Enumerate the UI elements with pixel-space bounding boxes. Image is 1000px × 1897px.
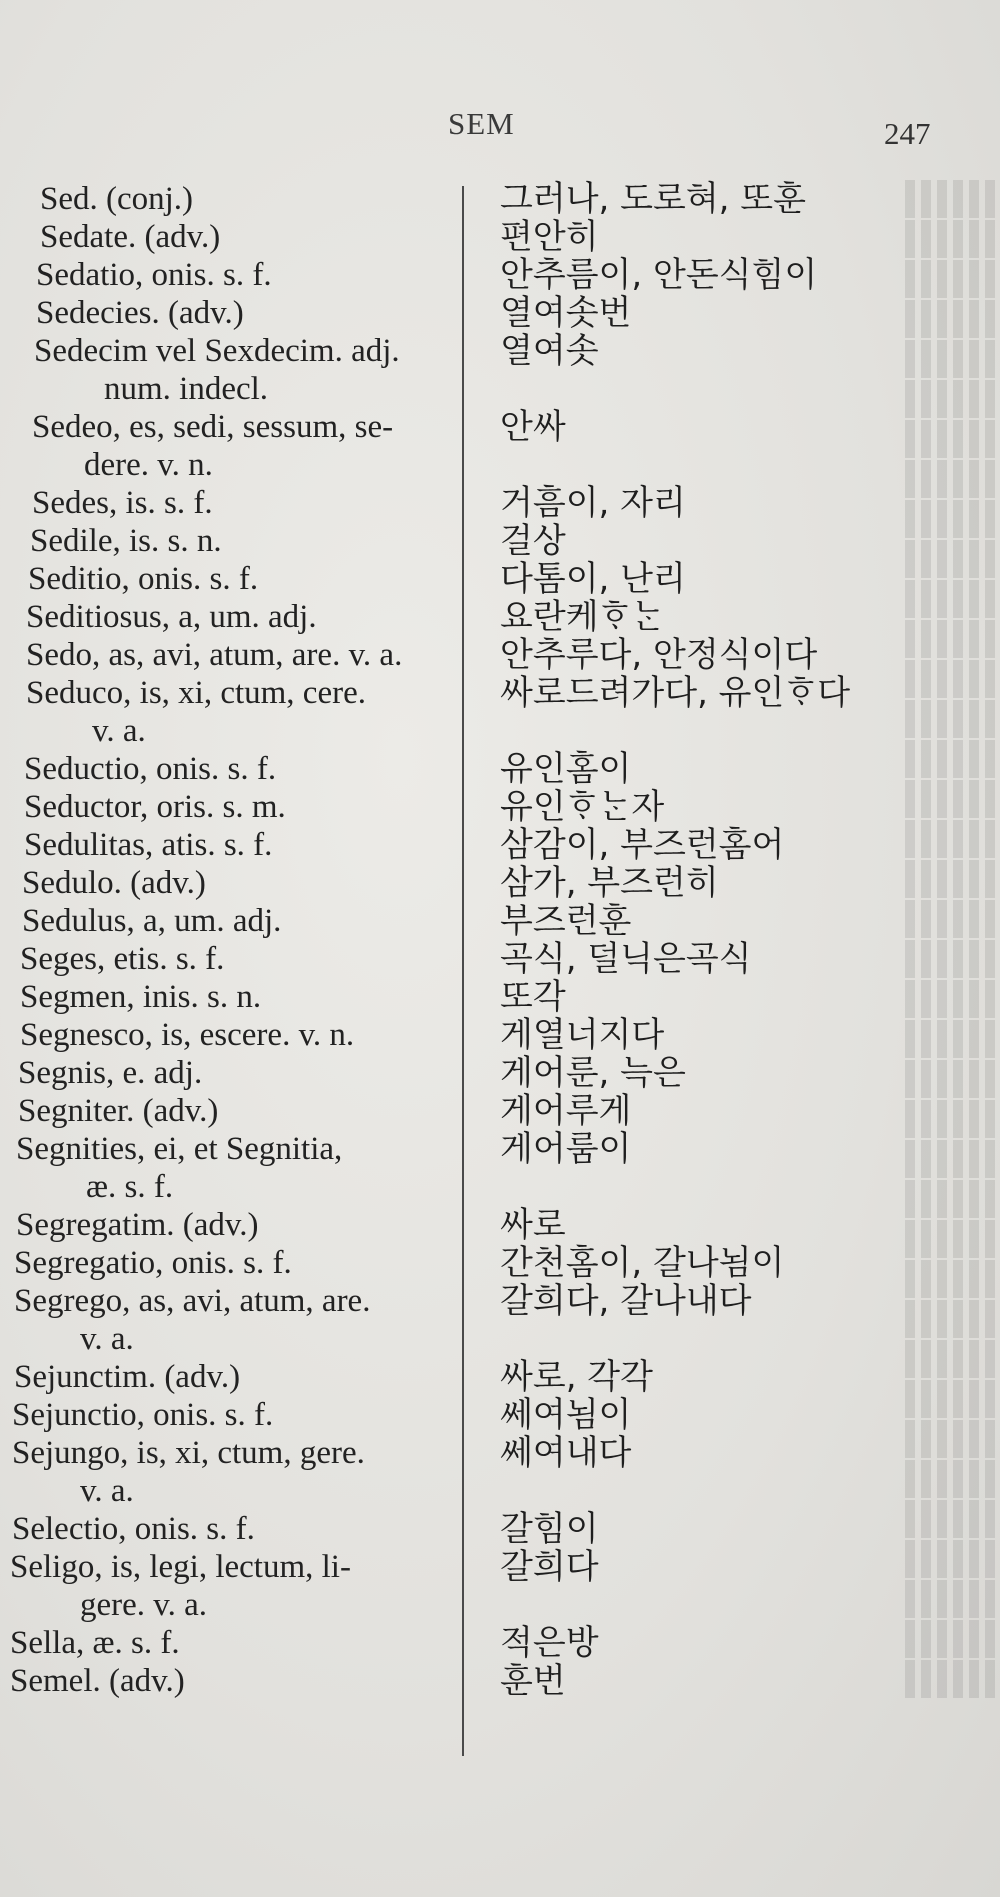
latin-headword: Sedulo. (adv.) <box>22 865 206 901</box>
dictionary-entry <box>0 712 1000 750</box>
korean-gloss: 쎄여뇜이 <box>500 1395 632 1435</box>
korean-gloss: 안싸 <box>500 407 566 447</box>
latin-headword: Sedatio, onis. s. f. <box>36 257 272 293</box>
running-head: SEM <box>448 106 515 141</box>
latin-headword: Sejunctim. (adv.) <box>14 1359 241 1395</box>
latin-headword: Segniter. (adv.) <box>18 1093 219 1129</box>
korean-gloss: 유인홈이 <box>500 749 632 789</box>
latin-headword: Selectio, onis. s. f. <box>12 1511 255 1547</box>
dictionary-entry <box>0 674 1000 712</box>
latin-headword: v. a. <box>80 1473 134 1509</box>
korean-gloss: 싸로 <box>500 1205 566 1245</box>
korean-gloss: 그러나, 도로혀, 또훈 <box>500 179 806 219</box>
dictionary-entry <box>0 750 1000 788</box>
dictionary-entry <box>0 940 1000 978</box>
dictionary-entry <box>0 560 1000 598</box>
dictionary-entry <box>0 1662 1000 1700</box>
latin-headword: Seductor, oris. s. m. <box>24 789 286 825</box>
dictionary-entry <box>0 294 1000 332</box>
latin-headword: Segnis, e. adj. <box>18 1055 203 1091</box>
korean-gloss: 싸로드려가다, 유인ᄒᆞ다 <box>500 673 851 713</box>
dictionary-entry <box>0 826 1000 864</box>
latin-headword: Sedo, as, avi, atum, are. v. a. <box>26 637 403 673</box>
korean-gloss: 편안히 <box>500 217 599 257</box>
dictionary-entry <box>0 1130 1000 1168</box>
korean-gloss: 다톰이, 난리 <box>500 559 686 599</box>
latin-headword: Seditio, onis. s. f. <box>28 561 259 597</box>
dictionary-entry <box>0 864 1000 902</box>
latin-headword: Segmen, inis. s. n. <box>20 979 262 1015</box>
korean-gloss: 열여솟 <box>500 331 599 371</box>
dictionary-entry <box>0 332 1000 370</box>
latin-headword: Sedecim vel Sexdecim. adj. <box>34 333 400 369</box>
korean-gloss: 간천홈이, 갈나뇜이 <box>500 1243 785 1283</box>
dictionary-entry <box>0 1282 1000 1320</box>
dictionary-entry <box>0 978 1000 1016</box>
latin-headword: Seges, etis. s. f. <box>20 941 225 977</box>
korean-gloss: 적은방 <box>500 1623 599 1663</box>
dictionary-entry <box>0 1472 1000 1510</box>
latin-headword: Sedate. (adv.) <box>40 219 221 255</box>
latin-headword: Sejungo, is, xi, ctum, gere. <box>12 1435 365 1471</box>
dictionary-entry <box>0 1358 1000 1396</box>
latin-headword: Sedecies. (adv.) <box>36 295 244 331</box>
latin-headword: Sedulitas, atis. s. f. <box>24 827 273 863</box>
korean-gloss: 또각 <box>500 977 566 1017</box>
dictionary-entry <box>0 1434 1000 1472</box>
korean-gloss: 열여솟번 <box>500 293 632 333</box>
dictionary-entry <box>0 370 1000 408</box>
dictionary-entry <box>0 1206 1000 1244</box>
latin-headword: Sedulus, a, um. adj. <box>22 903 282 939</box>
dictionary-entry <box>0 522 1000 560</box>
dictionary-entry <box>0 408 1000 446</box>
korean-gloss: 갈희다, 갈나내다 <box>500 1281 752 1321</box>
dictionary-entry <box>0 1548 1000 1586</box>
korean-gloss: 요란케ᄒᆞᄂᆞᆫ <box>500 597 665 637</box>
korean-gloss: 곡식, 덜닉은곡식 <box>500 939 752 979</box>
korean-gloss: 훈번 <box>500 1661 566 1701</box>
latin-headword: v. a. <box>92 713 146 749</box>
dictionary-entry <box>0 1396 1000 1434</box>
dictionary-entry <box>0 902 1000 940</box>
dictionary-entry <box>0 1016 1000 1054</box>
dictionary-entry <box>0 636 1000 674</box>
latin-headword: Semel. (adv.) <box>10 1663 185 1699</box>
latin-headword: Sejunctio, onis. s. f. <box>12 1397 274 1433</box>
korean-gloss: 부즈런훈 <box>500 901 632 941</box>
dictionary-entry <box>0 446 1000 484</box>
latin-headword: Segnesco, is, escere. v. n. <box>20 1017 355 1053</box>
dictionary-entry <box>0 218 1000 256</box>
latin-headword: Sed. (conj.) <box>40 181 194 217</box>
latin-headword: dere. v. n. <box>84 447 213 483</box>
dictionary-entry <box>0 598 1000 636</box>
latin-headword: Segregatim. (adv.) <box>16 1207 259 1243</box>
latin-headword: Sedeo, es, sedi, sessum, se- <box>32 409 394 445</box>
korean-gloss: 유인ᄒᆞᄂᆞᆫ자 <box>500 787 665 827</box>
latin-headword: Seligo, is, legi, lectum, li- <box>10 1549 351 1585</box>
korean-gloss: 쎄여내다 <box>500 1433 632 1473</box>
korean-gloss: 걸상 <box>500 521 566 561</box>
latin-headword: v. a. <box>80 1321 134 1357</box>
korean-gloss: 갈희다 <box>500 1547 599 1587</box>
latin-headword: æ. s. f. <box>86 1169 174 1205</box>
latin-headword: Seductio, onis. s. f. <box>24 751 277 787</box>
korean-gloss: 게열너지다 <box>500 1015 665 1055</box>
latin-headword: Sedes, is. s. f. <box>32 485 213 521</box>
latin-headword: Segrego, as, avi, atum, are. <box>14 1283 371 1319</box>
latin-headword: Segnities, ei, et Segnitia, <box>16 1131 343 1167</box>
latin-headword: gere. v. a. <box>80 1587 208 1623</box>
dictionary-entry <box>0 484 1000 522</box>
korean-gloss: 게어룬, 늑은 <box>500 1053 686 1093</box>
latin-headword: Sella, æ. s. f. <box>10 1625 180 1661</box>
dictionary-entry <box>0 788 1000 826</box>
dictionary-entry <box>0 180 1000 218</box>
korean-gloss: 게어룸이 <box>500 1129 632 1169</box>
latin-headword: Sedile, is. s. n. <box>30 523 222 559</box>
korean-gloss: 삼감이, 부즈런홈어 <box>500 825 785 865</box>
korean-gloss: 삼가, 부즈런히 <box>500 863 719 903</box>
dictionary-entry <box>0 1320 1000 1358</box>
latin-headword: Seditiosus, a, um. adj. <box>26 599 317 635</box>
dictionary-entry <box>0 1510 1000 1548</box>
korean-gloss: 갈힘이 <box>500 1509 599 1549</box>
korean-gloss: 안추루다, 안정식이다 <box>500 635 818 675</box>
dictionary-entry <box>0 1586 1000 1624</box>
korean-gloss: 안추름이, 안돈식힘이 <box>500 255 818 295</box>
dictionary-entry <box>0 1092 1000 1130</box>
latin-headword: num. indecl. <box>104 371 269 407</box>
dictionary-entry <box>0 1244 1000 1282</box>
latin-headword: Segregatio, onis. s. f. <box>14 1245 292 1281</box>
dictionary-entry <box>0 1054 1000 1092</box>
page-number: 247 <box>884 116 931 151</box>
dictionary-entry <box>0 1624 1000 1662</box>
korean-gloss: 게어루게 <box>500 1091 632 1131</box>
latin-headword: Seduco, is, xi, ctum, cere. <box>26 675 366 711</box>
korean-gloss: 싸로, 각각 <box>500 1357 653 1397</box>
dictionary-entry <box>0 1168 1000 1206</box>
korean-gloss: 거흠이, 자리 <box>500 483 686 523</box>
dictionary-entry <box>0 256 1000 294</box>
